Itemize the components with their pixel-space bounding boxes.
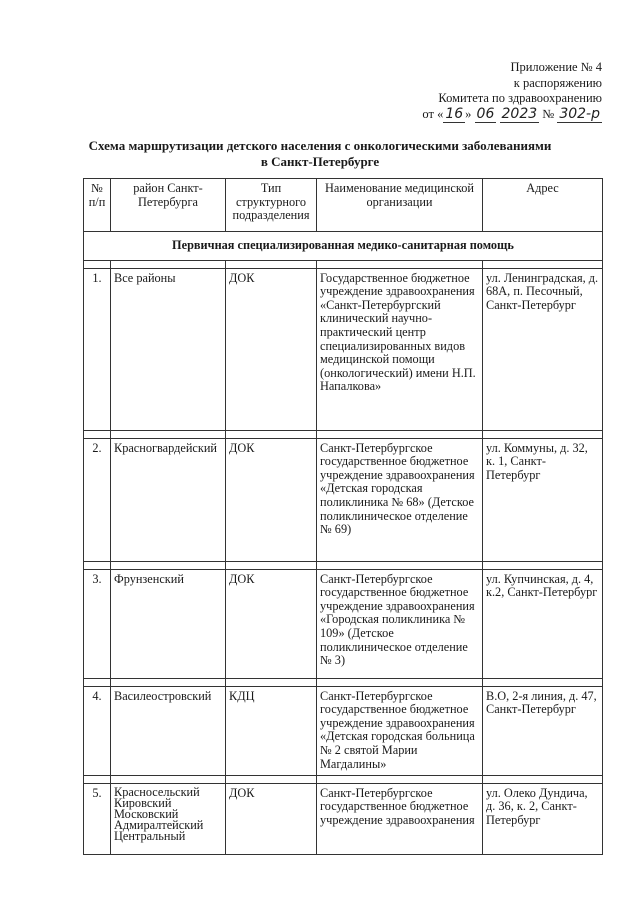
- spacer-row: [84, 775, 603, 783]
- row-type: ДОК: [226, 438, 317, 561]
- table-row: [84, 783, 603, 854]
- section-title: Первичная специализированная медико-санитарная помощь: [84, 232, 603, 261]
- row-address: В.О, 2-я линия, д. 47, Санкт-Петербург: [483, 686, 603, 775]
- table-row: [84, 569, 603, 678]
- row-district: Василеостровский: [111, 686, 226, 775]
- annex-line-3: Комитета по здравоохранению: [438, 91, 602, 105]
- table-row: [84, 268, 603, 430]
- section-row: [84, 232, 603, 261]
- annex-date-line: [422, 107, 602, 124]
- number-prefix: №: [542, 106, 555, 121]
- annex-header: [422, 60, 602, 123]
- table-header-row: [84, 179, 603, 232]
- row-address: ул. Ленинградская, д. 68А, п. Песочный, Санкт-Петербург: [483, 268, 603, 430]
- row-org: Санкт-Петербургское государственное бюджетное учреждение здравоохранения «Детская городская больница № 2 святой Марии Магдалины»: [317, 686, 483, 775]
- row-type: ДОК: [226, 569, 317, 678]
- row-num: 2.: [84, 438, 111, 561]
- annex-line-1: Приложение № 4: [510, 60, 602, 74]
- spacer-row: [84, 561, 603, 569]
- title-line-2: в Санкт-Петербурге: [260, 154, 380, 169]
- row-type: ДОК: [226, 268, 317, 430]
- date-day: 16: [445, 105, 464, 122]
- district-line: Центральный: [114, 828, 186, 843]
- routing-table: [83, 178, 603, 855]
- row-address: ул. Коммуны, д. 32, к. 1, Санкт-Петербург: [483, 438, 603, 561]
- row-address: ул. Купчинская, д. 4, к.2, Санкт-Петербург: [483, 569, 603, 678]
- row-num: 5.: [84, 783, 111, 854]
- header-type: Тип структурного подразделения: [226, 179, 317, 232]
- district-line: Московский: [114, 806, 179, 821]
- table-row: [84, 438, 603, 561]
- spacer-row: [84, 678, 603, 686]
- annex-line-2: к распоряжению: [513, 75, 602, 90]
- row-num: 4.: [84, 686, 111, 775]
- date-prefix: от «: [422, 106, 444, 121]
- date-year: 2023: [501, 105, 538, 122]
- row-num: 1.: [84, 268, 111, 430]
- row-type: ДОК: [226, 783, 317, 854]
- district-line: Кировский: [114, 795, 172, 810]
- title-line-1: Схема маршрутизации детского населения с онкологическими заболеваниями: [88, 138, 552, 153]
- row-org: Санкт-Петербургское государственное бюджетное учреждение здравоохранения: [317, 783, 483, 854]
- row-district: [111, 783, 226, 854]
- header-org: Наименование медицинской организации: [317, 179, 483, 232]
- district-line: Адмиралтейский: [114, 817, 204, 832]
- district-line: Красносельский: [114, 784, 200, 799]
- date-month: 06: [476, 105, 495, 122]
- document-title: [0, 138, 640, 170]
- row-address: ул. Олеко Дундича, д. 36, к. 2, Санкт-Петербург: [483, 783, 603, 854]
- row-org: Санкт-Петербургское государственное бюджетное учреждение здравоохранения «Городская поликлиника № 109» (Детское поликлиническое отделение № 3): [317, 569, 483, 678]
- table-row: [84, 686, 603, 775]
- spacer-row: [84, 260, 603, 268]
- row-district: Фрунзенский: [111, 569, 226, 678]
- row-district: Все районы: [111, 268, 226, 430]
- header-address: Адрес: [483, 179, 603, 232]
- row-org: Санкт-Петербургское государственное бюджетное учреждение здравоохранения «Детская городская поликлиника № 68» (Детское поликлиническое отделение № 69): [317, 438, 483, 561]
- date-mid: »: [465, 106, 472, 121]
- header-district: район Санкт-Петербурга: [111, 179, 226, 232]
- header-num: № п/п: [84, 179, 111, 232]
- row-num: 3.: [84, 569, 111, 678]
- row-org: Государственное бюджетное учреждение здравоохранения «Санкт-Петербургский клинический научно-практический центр специализированных видов медицинской помощи (онкологический) имени Н.П. Напалкова»: [317, 268, 483, 430]
- spacer-row: [84, 430, 603, 438]
- document-number: 302-р: [559, 105, 600, 122]
- row-type: КДЦ: [226, 686, 317, 775]
- row-district: Красногвардейский: [111, 438, 226, 561]
